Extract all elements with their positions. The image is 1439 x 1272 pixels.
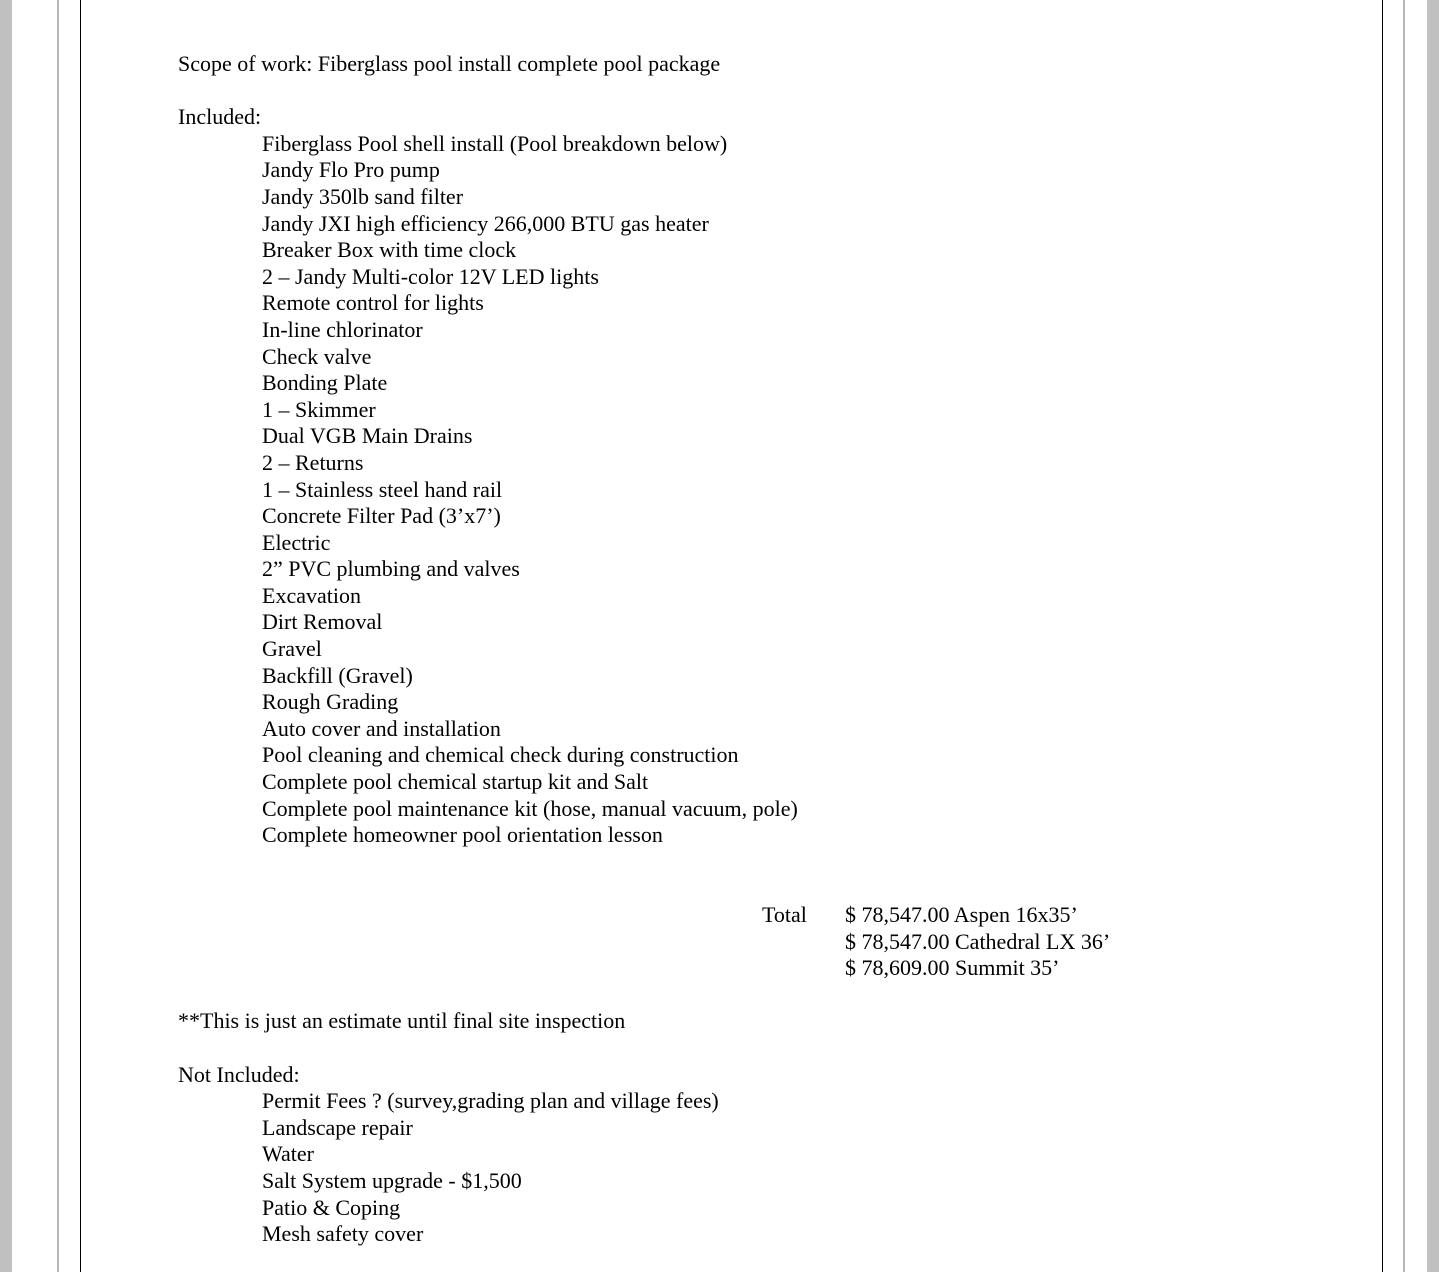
total-option-cathedral: $ 78,547.00 Cathedral LX 36’	[845, 928, 1111, 954]
included-item: Rough Grading	[262, 689, 399, 715]
total-row	[178, 955, 1278, 982]
included-item: 2” PVC plumbing and valves	[262, 556, 520, 582]
included-item: Remote control for lights	[262, 290, 484, 316]
included-item: Fiberglass Pool shell install (Pool breakdown below)	[262, 130, 728, 156]
included-item: Concrete Filter Pad (3’x7’)	[262, 503, 501, 529]
viewer-gutter-right	[1427, 0, 1439, 1272]
included-item: Jandy JXI high efficiency 266,000 BTU gas heater	[262, 210, 709, 236]
not-included-item: Permit Fees ? (survey,grading plan and village fees)	[262, 1088, 719, 1114]
included-item: Complete pool chemical startup kit and Salt	[262, 769, 649, 795]
scope-of-work: Scope of work: Fiberglass pool install complete pool package	[178, 51, 721, 76]
total-row	[178, 902, 1278, 929]
included-item: Check valve	[262, 343, 372, 369]
not-included-heading: Not Included:	[178, 1061, 300, 1087]
included-item: Dual VGB Main Drains	[262, 423, 473, 449]
included-item: Electric	[262, 529, 331, 555]
included-item: Gravel	[262, 636, 322, 662]
included-list	[178, 131, 1278, 849]
not-included-item: Landscape repair	[262, 1114, 413, 1140]
total-option-aspen: $ 78,547.00 Aspen 16x35’	[845, 902, 1078, 927]
total-row	[178, 929, 1278, 956]
included-item: In-line chlorinator	[262, 316, 423, 342]
included-item: 2 – Returns	[262, 449, 364, 475]
included-item: Excavation	[262, 582, 361, 608]
page-edge-left	[57, 0, 59, 1272]
total-option-summit: $ 78,609.00 Summit 35’	[845, 955, 1060, 981]
estimate-note: **This is just an estimate until final site inspection	[178, 1008, 626, 1034]
included-item: 1 – Stainless steel hand rail	[262, 476, 503, 502]
included-item: Backfill (Gravel)	[262, 662, 413, 688]
included-item: Complete pool maintenance kit (hose, manual vacuum, pole)	[262, 795, 798, 821]
included-item: Pool cleaning and chemical check during construction	[262, 742, 739, 768]
included-item: Auto cover and installation	[262, 715, 501, 741]
included-item: 2 – Jandy Multi-color 12V LED lights	[262, 263, 599, 289]
included-item: Bonding Plate	[262, 370, 388, 396]
document-body	[178, 51, 1278, 1248]
included-item: Dirt Removal	[262, 609, 383, 635]
not-included-list	[178, 1088, 1278, 1248]
included-item: Jandy 350lb sand filter	[262, 183, 464, 209]
included-item: Jandy Flo Pro pump	[262, 157, 440, 183]
total-label: Total	[762, 902, 807, 927]
page-edge-right	[1403, 0, 1405, 1272]
included-heading: Included:	[178, 104, 262, 130]
not-included-item: Salt System upgrade - $1,500	[262, 1167, 522, 1193]
included-item: Complete homeowner pool orientation lesson	[262, 822, 663, 848]
not-included-item: Water	[262, 1141, 314, 1167]
included-item: Breaker Box with time clock	[262, 237, 517, 263]
not-included-item: Patio & Coping	[262, 1194, 401, 1220]
not-included-item: Mesh safety cover	[262, 1221, 424, 1247]
viewer-gutter-left	[0, 0, 12, 1272]
included-item: 1 – Skimmer	[262, 396, 376, 422]
